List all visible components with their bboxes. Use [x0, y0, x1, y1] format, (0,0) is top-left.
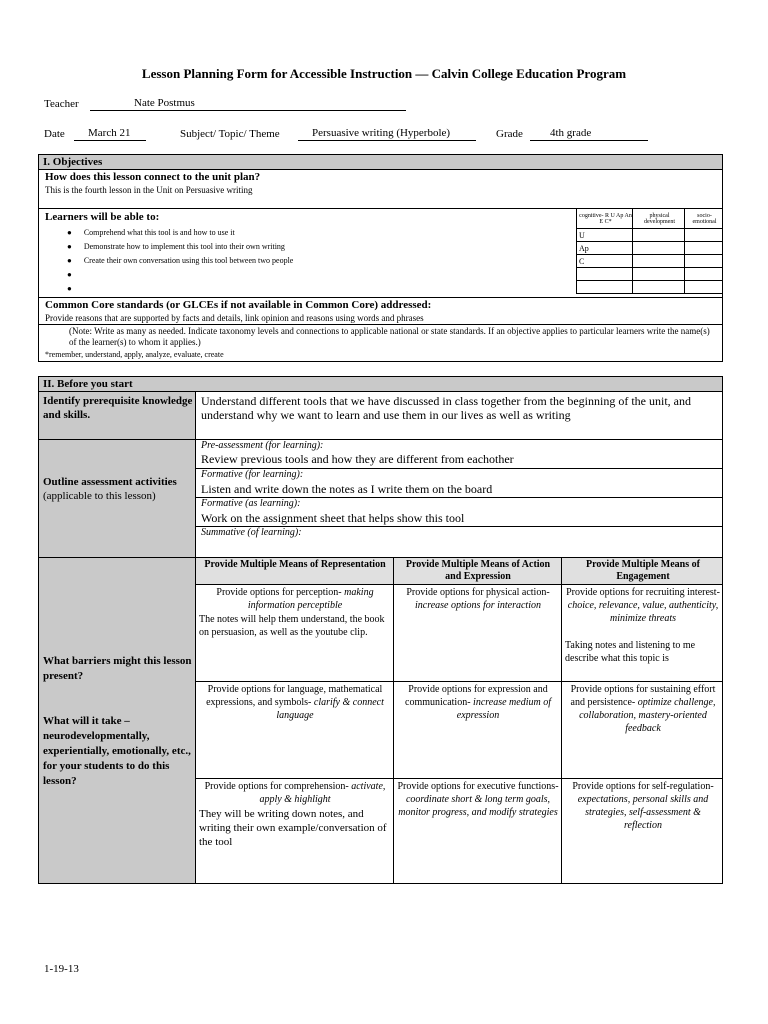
summative-label: Summative (of learning):	[201, 527, 302, 538]
teacher-field[interactable]: Nate Postmus	[90, 97, 406, 111]
assess-block	[43, 475, 193, 503]
formative-for-label: Formative (for learning):	[201, 469, 304, 480]
r3c2-cell[interactable]: Provide options for executive functions- coordinate short & long term goals, monitor progress, and modify strategies	[397, 781, 559, 818]
r1c3-cell[interactable]: Provide options for recruiting interest- choice, relevance, value, authenticity, minimize threats	[566, 587, 720, 624]
prereq-label: Identify prerequisite knowledge and skills.	[43, 395, 193, 421]
col-action-expression: Provide Multiple Means of Action and Expression	[405, 559, 551, 582]
r3c1-cell[interactable]: Provide options for comprehension- activate, apply & highlight	[204, 781, 386, 805]
pre-assessment-text[interactable]: Review previous tools and how they are different from eachother	[201, 452, 514, 466]
socio-cell[interactable]	[685, 281, 723, 294]
form-title: Lesson Planning Form for Accessible Instruction — Calvin College Education Program	[141, 66, 627, 81]
before-header: II. Before you start	[39, 377, 722, 392]
prereq-text[interactable]: Understand different tools that we have discussed in class together from the beginning of the unit, and understand why we want to learn and use them in our lives as well as writing	[201, 394, 691, 422]
level-cell[interactable]: C	[577, 255, 633, 268]
r2c1-cell[interactable]: Provide options for language, mathematical expressions, and symbols- clarify & connect language	[206, 684, 384, 721]
taxonomy-table	[576, 208, 723, 294]
footer-date-code: 1-19-13	[44, 963, 79, 975]
before-section	[38, 376, 723, 884]
socio-cell[interactable]	[685, 268, 723, 281]
r3c1-note[interactable]: They will be writing down notes, and writing their own example/conversation of the tool	[199, 808, 387, 848]
formative-as-text[interactable]: Work on the assignment sheet that helps show this tool	[201, 511, 465, 525]
physical-cell[interactable]	[633, 229, 685, 242]
list-item: ● Create their own conversation using this tool between two people	[67, 256, 294, 265]
subject-label: Subject/ Topic/ Theme	[180, 128, 280, 140]
formative-for-text[interactable]: Listen and write down the notes as I write them on the board	[201, 482, 493, 496]
col-representation: Provide Multiple Means of Representation	[204, 559, 386, 570]
standards-text: Provide reasons that are supported by facts and details, link opinion and reasons using words and phrases	[45, 313, 424, 323]
r2c3-cell[interactable]: Provide options for sustaining effort and persistence- optimize challenge, collaboration, mastery-oriented feedback	[570, 684, 716, 734]
taxonomy-footnote: *remember, understand, apply, analyze, evaluate, create	[45, 350, 224, 359]
subject-field[interactable]: Persuasive writing (Hyperbole)	[298, 127, 476, 141]
table-row	[577, 229, 723, 242]
barriers-label: What barriers might this lesson present?	[43, 655, 192, 682]
assess-label: Outline assessment activities	[43, 476, 177, 488]
list-item: ● Demonstrate how to implement this tool into their own writing	[67, 242, 285, 251]
assess-sub: (applicable to this lesson)	[43, 490, 156, 502]
list-item: ●	[67, 270, 72, 279]
connect-heading: How does this lesson connect to the unit plan?	[45, 171, 261, 183]
formative-as-label: Formative (as learning):	[201, 498, 301, 509]
grade-label: Grade	[496, 128, 523, 140]
r2c2-cell[interactable]: Provide options for expression and communication- increase medium of expression	[405, 684, 551, 721]
learners-heading: Learners will be able to:	[45, 211, 160, 223]
date-label: Date	[44, 128, 65, 140]
objectives-header: I. Objectives	[39, 155, 722, 170]
physical-cell[interactable]	[633, 268, 685, 281]
objective-list	[67, 228, 567, 298]
table-row	[577, 268, 723, 281]
note-text: (Note: Write as many as needed. Indicate taxonomy levels and connections to applicable national or state standards. If an objective applies to particular learners write the name(s) of the learner(s) to whom it applies.)	[69, 326, 710, 347]
physical-cell[interactable]	[633, 242, 685, 255]
what-will-it-take-label: What will it take – neurodevelopmentally, experientially, emotionally, etc., for your students to do this lesson?	[43, 715, 191, 787]
level-cell[interactable]	[577, 268, 633, 281]
r1c1-note[interactable]: The notes will help them understand, the book on persuasion, as well as the youtube clip.	[199, 614, 385, 638]
standards-heading: Common Core standards (or GLCEs if not available in Common Core) addressed:	[45, 299, 432, 311]
col-socio: socio-emotional	[685, 209, 723, 229]
r3c3-cell[interactable]: Provide options for self-regulation- expectations, personal skills and strategies, self-assessment & reflection	[572, 781, 714, 831]
r1c1-cell[interactable]: Provide options for perception- making information perceptible	[216, 587, 374, 611]
connect-text: This is the fourth lesson in the Unit on Persuasive writing	[45, 185, 253, 195]
table-row	[577, 255, 723, 268]
r1c2-cell[interactable]: Provide options for physical action- increase options for interaction	[406, 587, 550, 611]
table-row	[577, 242, 723, 255]
col-engagement: Provide Multiple Means of Engagement	[586, 559, 700, 582]
col-cognitive: cognitive- R U Ap An E C*	[577, 209, 633, 229]
r1c3-note[interactable]: Taking notes and listening to me describe what this topic is	[565, 640, 696, 664]
level-cell[interactable]	[577, 281, 633, 294]
teacher-label: Teacher	[44, 98, 79, 110]
grade-field[interactable]: 4th grade	[530, 127, 648, 141]
physical-cell[interactable]	[633, 255, 685, 268]
table-row	[577, 281, 723, 294]
level-cell[interactable]: U	[577, 229, 633, 242]
physical-cell[interactable]	[633, 281, 685, 294]
list-item: ● Comprehend what this tool is and how to use it	[67, 228, 235, 237]
socio-cell[interactable]	[685, 255, 723, 268]
col-physical: physical development	[633, 209, 685, 229]
objectives-section	[38, 154, 723, 362]
date-field[interactable]: March 21	[74, 127, 146, 141]
level-cell[interactable]: Ap	[577, 242, 633, 255]
socio-cell[interactable]	[685, 242, 723, 255]
list-item: ●	[67, 284, 72, 293]
socio-cell[interactable]	[685, 229, 723, 242]
pre-assessment-label: Pre-assessment (for learning):	[201, 440, 324, 451]
